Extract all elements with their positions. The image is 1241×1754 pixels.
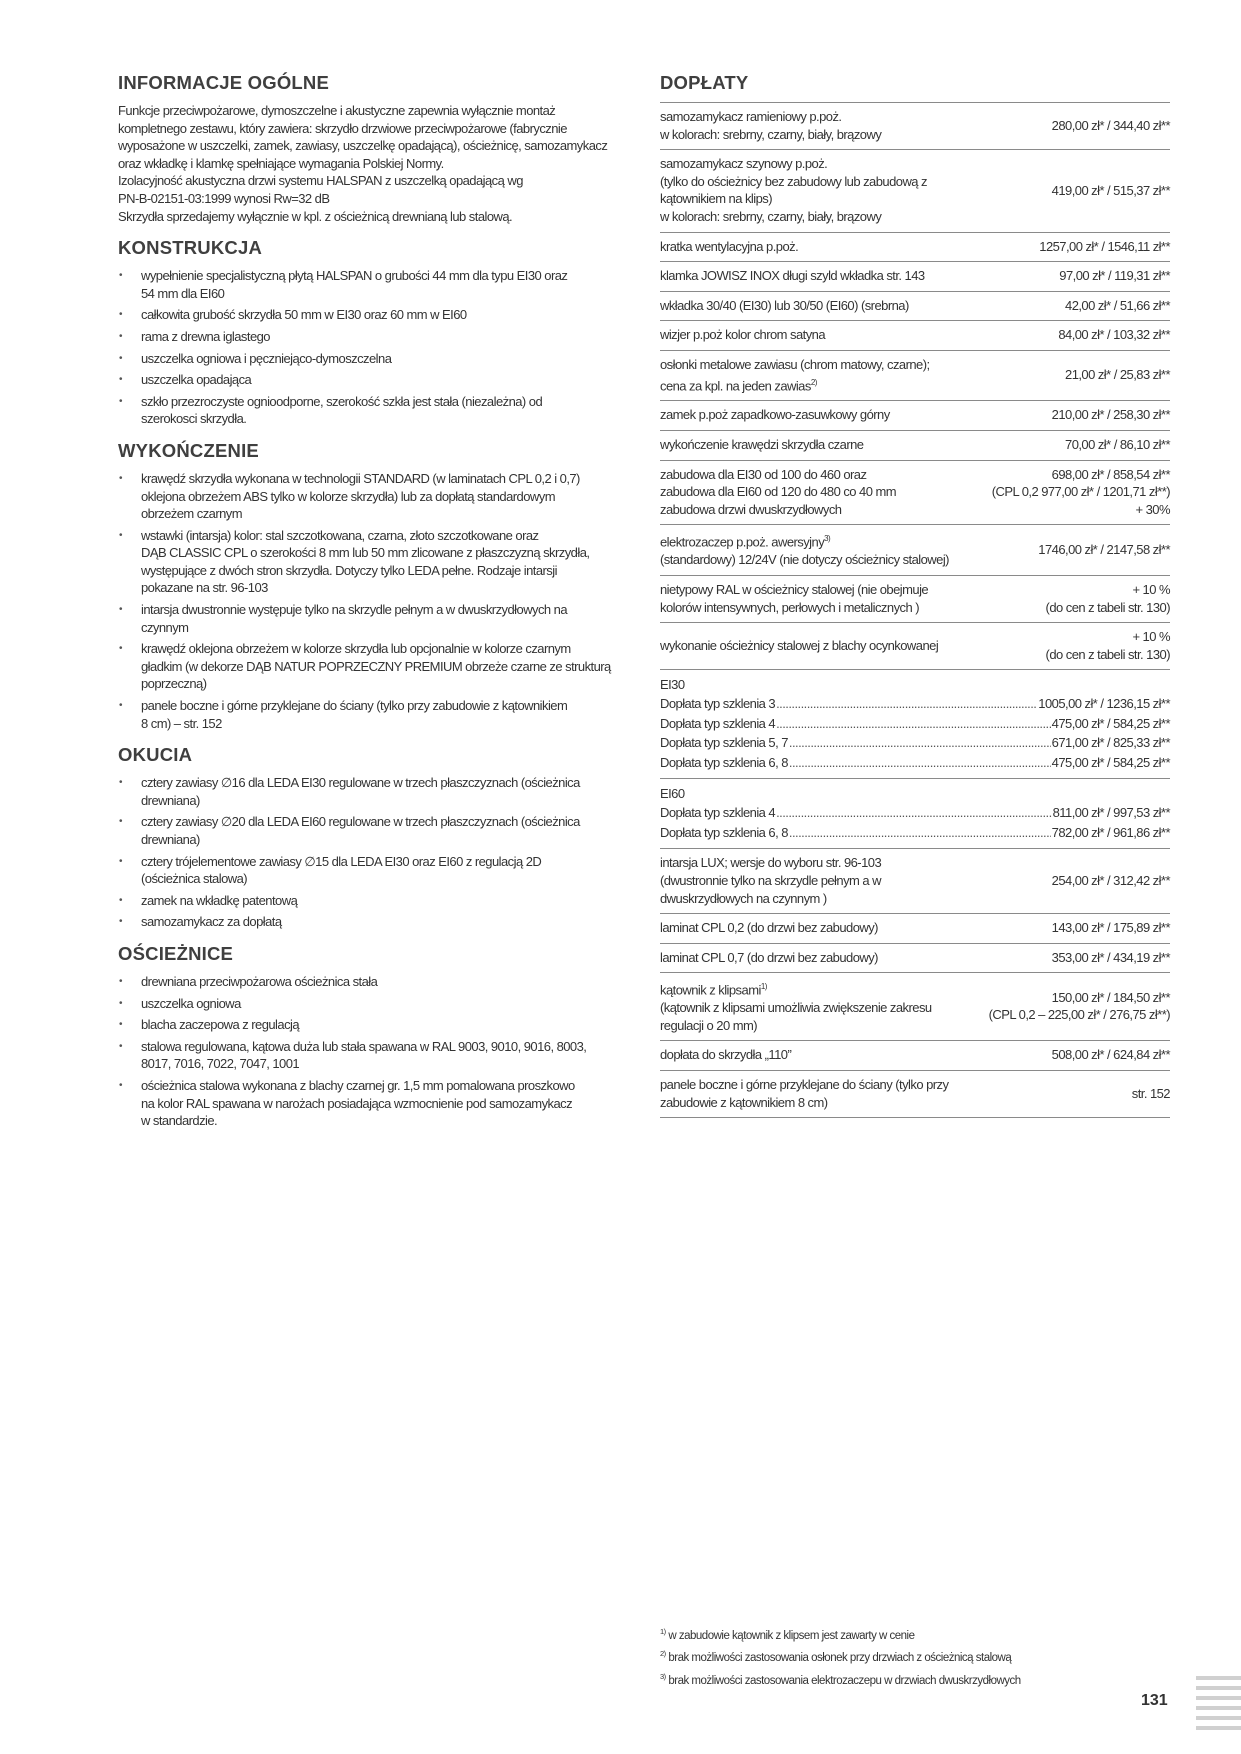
row-label-text: osłonki metalowe zawiasu (chrom matowy, czarne); cena za kpl. na jeden zawias <box>660 356 930 393</box>
glazing-label: Dopłata typ szklenia 5, 7 <box>660 735 788 751</box>
glazing-label: Dopłata typ szklenia 4 <box>660 805 776 821</box>
table-row <box>660 102 1170 150</box>
konstrukcja-list <box>118 267 628 428</box>
section-informacje <box>118 72 628 225</box>
row-label <box>660 530 1032 569</box>
footnote-marker: 3) <box>660 1671 666 1681</box>
list-item: • zamek na wkładkę patentową <box>118 892 628 910</box>
table-row <box>660 351 1170 402</box>
list-item: • ościeżnica stalowa wykonana z blachy czarnej gr. 1,5 mm pomalowana proszkowo na kolor RAL spawana w narożach posiadająca wzmocnienie pod samozamykacz w standardzie. <box>118 1077 628 1130</box>
glazing-price: 475,00 zł* / 584,25 zł** <box>1051 715 1170 731</box>
row-price: 419,00 zł* / 515,37 zł** <box>1051 182 1170 198</box>
row-price: + 10 % (do cen z tabeli str. 130) <box>1045 581 1170 615</box>
row-label <box>660 637 1040 655</box>
row-label <box>660 155 1046 225</box>
row-label <box>660 581 1040 616</box>
row-price: 1746,00 zł* / 2147,58 zł** <box>1038 541 1170 557</box>
doplaty-table-top <box>660 102 1170 670</box>
table-row <box>660 401 1170 431</box>
row-price: 150,00 zł* / 184,50 zł** (CPL 0,2 – 225,00 zł* / 276,75 zł**) <box>988 989 1170 1023</box>
glazing-price: 671,00 zł* / 825,33 zł** <box>1051 735 1170 751</box>
ei60-title: EI60 <box>660 786 685 802</box>
glazing-price: 811,00 zł* / 997,53 zł** <box>1052 805 1170 821</box>
glazing-price: 782,00 zł* / 961,86 zł** <box>1051 824 1170 840</box>
row-label <box>660 1046 1046 1064</box>
right-column <box>660 72 1170 1118</box>
informacje-text: Funkcje przeciwpożarowe, dymoszczelne i akustyczne zapewnia wyłącznie montaż kompletnego zestawu, który zawiera: skrzydło drzwiowe przeciwpożarowe (fabrycznie wyposażone w uszczelki, zamek, zawiasy, uszczelkę opadającą), ościeżnicę, samozamykacz oraz wkładkę i klamkę spełniające wymagania Polskiej Normy. Izolacyjność akustyczna drzwi systemu HALSPAN z uszczelką opadającą wg PN-B-02151-03:1999 wynosi Rw=32 dB Skrzydła sprzedajemy wyłącznie w kpl. z ościeżnicą drewnianą lub stalową. <box>118 103 608 224</box>
row-label-cont: (standardowy) 12/24V (nie dotyczy ościeżnicy stalowej) <box>660 552 949 568</box>
row-label-text: laminat CPL 0,2 (do drzwi bez zabudowy) <box>660 920 878 936</box>
row-price: 143,00 zł* / 175,89 zł** <box>1051 920 1170 936</box>
section-oscieznice <box>118 943 628 1130</box>
table-row <box>660 944 1170 974</box>
glazing-row <box>660 714 1170 734</box>
table-row <box>660 576 1170 623</box>
row-price: 42,00 zł* / 51,66 zł** <box>1065 297 1170 313</box>
ei60-group <box>660 779 1170 849</box>
row-price: 1257,00 zł* / 1546,11 zł** <box>1039 238 1170 254</box>
okucia-list <box>118 774 628 931</box>
row-price: 97,00 zł* / 119,31 zł** <box>1059 268 1170 284</box>
row-price: 353,00 zł* / 434,19 zł** <box>1051 949 1170 965</box>
list-item: • cztery zawiasy ∅16 dla LEDA EI30 regulowane w trzech płaszczyznach (ościeżnica drewniana) <box>118 774 628 809</box>
table-row <box>660 233 1170 263</box>
table-row <box>660 849 1170 914</box>
row-price: str. 152 <box>1131 1085 1170 1101</box>
list-item: • wstawki (intarsja) kolor: stal szczotkowana, czarna, złoto szczotkowane oraz DĄB CLASSIC CPL o szerokości 8 mm lub 50 mm zlicowane z płaszczyzną skrzydła, występujące z dwóch stron skrzydła. Dotyczy tylko LEDA pełne. Rodzaje intarsji pokazane na str. 96-103 <box>118 527 628 597</box>
footnote-text: w zabudowie kątownik z klipsem jest zawarty w cenie <box>665 1629 915 1642</box>
footnote-text: brak możliwości zastosowania elektrozaczepu w drzwiach dwuskrzydłowych <box>665 1674 1021 1687</box>
row-label <box>660 436 1059 454</box>
footnote-ref: 2) <box>810 377 817 387</box>
glazing-row <box>660 694 1170 714</box>
list-item: • krawędź oklejona obrzeżem w kolorze skrzydła lub opcjonalnie w kolorze czarnym gładkim (w dekorze DĄB NATUR POPRZECZNY PREMIUM obrzeże czarne ze strukturą poprzeczną) <box>118 640 628 693</box>
heading-doplaty: DOPŁATY <box>660 72 749 93</box>
list-item: • wypełnienie specjalistyczną płytą HALSPAN o grubości 44 mm dla typu EI30 oraz 54 mm dla EI60 <box>118 267 628 302</box>
decorative-stripes <box>1196 1676 1241 1736</box>
list-item: • krawędź skrzydła wykonana w technologii STANDARD (w laminatach CPL 0,2 i 0,7) oklejona obrzeżem ABS tylko w kolorze skrzydła) lub za dopłatą standardowym obrzeżem czarnym <box>118 470 628 523</box>
doplaty-table-bottom <box>660 849 1170 1118</box>
heading-wykonczenie: WYKOŃCZENIE <box>118 439 259 461</box>
footnote-ref: 3) <box>824 534 831 544</box>
row-price: + 10 % (do cen z tabeli str. 130) <box>1045 629 1170 662</box>
footnote-ref: 1) <box>760 982 767 992</box>
row-label-text: kratka wentylacyjna p.poż. <box>660 238 799 254</box>
row-label <box>660 406 1046 424</box>
row-label-text: panele boczne i górne przyklejane do ściany (tylko przy zabudowie z kątownikiem 8 cm) <box>660 1076 949 1110</box>
row-label <box>660 297 1059 315</box>
oscieznice-list <box>118 973 628 1130</box>
footnote-text: brak możliwości zastosowania osłonek przy drzwiach z ościeżnicą stalową <box>665 1652 1012 1665</box>
heading-oscieznice: OŚCIEŻNICE <box>118 942 234 964</box>
row-label-text: wykończenie krawędzi skrzydła czarne <box>660 437 864 453</box>
row-label <box>660 978 983 1034</box>
table-row <box>660 973 1170 1041</box>
ei30-group <box>660 670 1170 779</box>
row-label-text: dopłata do skrzydła „110” <box>660 1047 792 1063</box>
row-label-text: laminat CPL 0,7 (do drzwi bez zabudowy) <box>660 949 878 965</box>
footnote <box>660 1645 1160 1667</box>
ei30-rows <box>660 694 1170 772</box>
row-label <box>660 238 1033 256</box>
heading-konstrukcja: KONSTRUKCJA <box>118 237 263 259</box>
row-label <box>660 108 1046 143</box>
row-label-text: samozamykacz szynowy p.poż. (tylko do ościeżnicy bez zabudowy lub zabudową z kątownikiem na klips) w kolorach: srebrny, czarny, biały, brązowy <box>660 156 927 224</box>
table-row <box>660 262 1170 292</box>
list-item: • uszczelka ogniowa i pęczniejąco-dymoszczelna <box>118 350 628 368</box>
ei60-rows <box>660 803 1170 842</box>
table-row <box>660 1041 1170 1071</box>
leader-dots <box>789 753 1051 773</box>
row-label-text: samozamykacz ramieniowy p.poż. w kolorach: srebrny, czarny, biały, brązowy <box>660 109 882 142</box>
row-label-cont: (kątownik z klipsami umożliwia zwiększenie zakresu regulacji o 20 mm) <box>660 1000 932 1033</box>
footnote <box>660 1623 1160 1645</box>
list-item: • panele boczne i górne przyklejane do ściany (tylko przy zabudowie z kątownikiem 8 cm) – str. 152 <box>118 697 628 732</box>
row-label <box>660 267 1053 285</box>
glazing-label: Dopłata typ szklenia 6, 8 <box>660 754 788 770</box>
section-okucia <box>118 744 628 931</box>
row-label-text: zamek p.poż zapadkowo-zasuwkowy górny <box>660 407 890 423</box>
row-label-text: nietypowy RAL w ościeżnicy stalowej (nie obejmuje kolorów intensywnych, perłowych i metalicznych ) <box>660 581 929 615</box>
row-label-text: elektrozaczep p.poż. awersyjny <box>660 534 825 550</box>
glazing-price: 475,00 zł* / 584,25 zł** <box>1051 754 1170 770</box>
row-price: 210,00 zł* / 258,30 zł** <box>1051 407 1170 423</box>
row-label <box>660 466 986 519</box>
row-price: 254,00 zł* / 312,42 zł** <box>1051 872 1170 888</box>
list-item: • szkło przezroczyste ognioodporne, szerokość szkła jest stała (niezależna) od szerokosci skrzydła. <box>118 393 628 428</box>
glazing-price: 1005,00 zł* / 1236,15 zł** <box>1038 696 1170 712</box>
leader-dots <box>776 803 1052 823</box>
row-label-text: kątownik z klipsami <box>660 982 761 998</box>
row-label-text: klamka JOWISZ INOX długi szyld wkładka str. 143 <box>660 268 925 284</box>
row-label <box>660 854 1046 907</box>
glazing-label: Dopłata typ szklenia 4 <box>660 715 776 731</box>
row-price: 84,00 zł* / 103,32 zł** <box>1058 327 1170 343</box>
table-row <box>660 525 1170 576</box>
table-row <box>660 1071 1170 1118</box>
glazing-row <box>660 823 1170 843</box>
leader-dots <box>789 733 1051 753</box>
section-konstrukcja <box>118 237 628 428</box>
glazing-row <box>660 733 1170 753</box>
list-item: • cztery zawiasy ∅20 dla LEDA EI60 regulowane w trzech płaszczyznach (ościeżnica drewniana) <box>118 813 628 848</box>
page-number: 131 <box>1141 1692 1168 1709</box>
row-label-text: wkładka 30/40 (EI30) lub 30/50 (EI60) (srebrna) <box>660 297 909 313</box>
table-row <box>660 150 1170 232</box>
table-row <box>660 292 1170 322</box>
section-wykonczenie <box>118 440 628 732</box>
row-label <box>660 949 1046 967</box>
list-item: • całkowita grubość skrzydła 50 mm w EI30 oraz 60 mm w EI60 <box>118 306 628 324</box>
left-column <box>118 72 628 1142</box>
glazing-row <box>660 803 1170 823</box>
row-label-text: wizjer p.poż kolor chrom satyna <box>660 327 826 343</box>
list-item: • stalowa regulowana, kątowa duża lub stała spawana w RAL 9003, 9010, 9016, 8003, 8017, 7016, 7022, 7047, 1001 <box>118 1038 628 1073</box>
table-row <box>660 321 1170 351</box>
footnote <box>660 1668 1160 1690</box>
footnotes <box>660 1623 1160 1690</box>
footnote-marker: 1) <box>660 1627 666 1636</box>
glazing-row <box>660 753 1170 773</box>
list-item: • samozamykacz za dopłatą <box>118 913 628 931</box>
heading-okucia: OKUCIA <box>118 744 193 766</box>
row-price: 698,00 zł* / 858,54 zł** (CPL 0,2 977,00 zł* / 1201,71 zł**) + 30% <box>991 466 1170 517</box>
row-price: 21,00 zł* / 25,83 zł** <box>1065 367 1170 383</box>
row-price: 508,00 zł* / 624,84 zł** <box>1051 1047 1170 1063</box>
ei30-title: EI30 <box>660 677 685 693</box>
footnote-marker: 2) <box>660 1649 666 1659</box>
row-price: 280,00 zł* / 344,40 zł** <box>1051 117 1170 133</box>
heading-informacje: INFORMACJE OGÓLNE <box>118 72 330 93</box>
row-label <box>660 326 1052 344</box>
list-item: • cztery trójelementowe zawiasy ∅15 dla LEDA EI30 oraz EI60 z regulacją 2D (ościeżnica stalowa) <box>118 853 628 888</box>
list-item: • drewniana przeciwpożarowa ościeżnica stała <box>118 973 628 991</box>
list-item: • uszczelka ogniowa <box>118 995 628 1013</box>
glazing-label: Dopłata typ szklenia 3 <box>660 696 776 712</box>
row-price: 70,00 zł* / 86,10 zł** <box>1065 437 1170 453</box>
table-row <box>660 461 1170 526</box>
leader-dots <box>789 823 1051 843</box>
row-label-text: intarsja LUX; wersje do wyboru str. 96-103 (dwustronnie tylko na skrzydle pełnym a w dwuskrzydłowych na czynnym ) <box>660 855 882 906</box>
glazing-label: Dopłata typ szklenia 6, 8 <box>660 824 788 840</box>
table-row <box>660 914 1170 944</box>
list-item: • rama z drewna iglastego <box>118 328 628 346</box>
row-label <box>660 1076 1126 1111</box>
wykonczenie-list <box>118 470 628 732</box>
row-label-text: zabudowa dla EI30 od 100 do 460 oraz zabudowa dla EI60 od 120 do 480 co 40 mm zabudowa drzwi dwuskrzydłowych <box>660 466 897 517</box>
table-row <box>660 431 1170 461</box>
leader-dots <box>776 714 1051 734</box>
row-label <box>660 919 1046 937</box>
leader-dots <box>776 694 1037 714</box>
table-row <box>660 623 1170 670</box>
row-label-text: wykonanie ościeżnicy stalowej z blachy ocynkowanej <box>660 637 939 653</box>
list-item: • intarsja dwustronnie występuje tylko na skrzydle pełnym a w dwuskrzydłowych na czynnym <box>118 601 628 636</box>
list-item: • uszczelka opadająca <box>118 371 628 389</box>
list-item: • blacha zaczepowa z regulacją <box>118 1016 628 1034</box>
row-label <box>660 356 1059 395</box>
